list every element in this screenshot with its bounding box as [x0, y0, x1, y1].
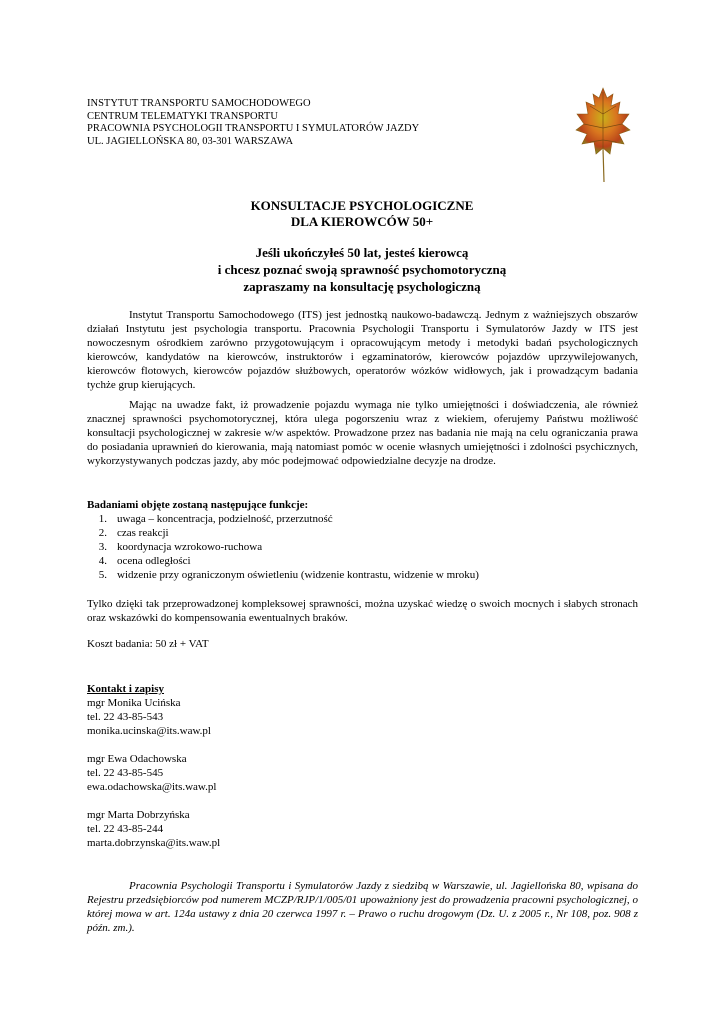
- subtitle-line-2: i chcesz poznać swoją sprawność psychomotoryczną: [217, 262, 507, 277]
- contact-email[interactable]: marta.dobrzynska@its.waw.pl: [87, 837, 221, 849]
- list-item: 3. koordynacja wzrokowo-ruchowa: [98, 541, 263, 553]
- subtitle-line-1: Jeśli ukończyłeś 50 lat, jesteś kierowcą: [255, 245, 469, 260]
- title-line-2: DLA KIEROWCÓW 50+: [290, 214, 434, 229]
- contact-name: mgr Monika Ucińska: [87, 697, 181, 709]
- consultation-paragraph: Mając na uwadze fakt, iż prowadzenie pojazdu wymaga nie tylko umiejętności i doświadczenia, ale również znacznej sprawności psychomotorycznej, która ulega pogorszeniu wraz z wiekiem, oferujemy Państwu możliwość konsultacji psychologicznej w zakresie w/w aspektów. Prowadzone przez nas badania nie mają na celu ograniczania prawa do posiadania uprawnień do kierowania, mają natomiast pomóc w ocenie własnych umiejętności i zdolności psychicznych, wykorzystywanych podczas jazdy, aby móc podejmować odpowiedzialne decyzje na drodze.: [87, 399, 638, 467]
- contact-section: [87, 682, 220, 864]
- header-line: PRACOWNIA PSYCHOLOGII TRANSPORTU I SYMULATORÓW JAZDY: [87, 123, 420, 134]
- contact-title: Kontakt i zapisy: [87, 683, 165, 695]
- title-line-1: KONSULTACJE PSYCHOLOGICZNE: [250, 198, 474, 213]
- contact-phone: tel. 22 43-85-244: [87, 823, 164, 835]
- summary-paragraph: Tylko dzięki tak przeprowadzonej kompleksowej sprawności, można uzyskać wiedzę o swoich mocnych i słabych stronach oraz wskazówki do kompensowania ewentualnych braków.: [87, 598, 638, 624]
- list-item: 2. czas reakcji: [98, 527, 169, 539]
- contact-phone: tel. 22 43-85-545: [87, 767, 164, 779]
- autumn-leaf-icon: [572, 84, 634, 184]
- intro-paragraph: Instytut Transportu Samochodowego (ITS) jest jednostką naukowo-badawczą. Jednym z ważniejszych obszarów działań Instytutu jest psychologia transportu. Pracownia Psychologii Transportu i Symulatorów Jazdy w ITS jest nowoczesnym ośrodkiem zarówno przygotowującym i opracowującym metody i metodyki badań psychologicznych kierowców, kandydatów na kierowców, instruktorów i egzaminatorów, kierowców pojazdów uprzywilejowanych, kierowców flotowych, kierowców pojazdów służbowych, operatorów wózków widłowych, jak i prowadzącym badania tychże grup kierujących.: [87, 309, 638, 391]
- legal-footer: Pracownia Psychologii Transportu i Symulatorów Jazdy z siedzibą w Warszawie, ul. Jagiellońska 80, wpisana do Rejestru przedsiębiorców pod numerem MCZP/RJP/1/005/01 upoważniony jest do prowadzenia pracowni psychologicznej, o której mowa w art. 124a ustawy z dnia 20 czerwca 1997 r. – Prawo o ruchu drogowym (Dz. U. z 2005 r., Nr 108, poz. 908 z późn. zm.).: [87, 880, 638, 934]
- contact-name: mgr Marta Dobrzyńska: [87, 809, 190, 821]
- contact-email[interactable]: ewa.odachowska@its.waw.pl: [87, 781, 217, 793]
- header-line: CENTRUM TELEMATYKI TRANSPORTU: [87, 110, 278, 122]
- institution-header: [87, 98, 419, 148]
- list-item: 1. uwaga – koncentracja, podzielność, przerzutność: [98, 513, 333, 525]
- cost-line: Koszt badania: 50 zł + VAT: [87, 638, 209, 650]
- contact-person: [87, 808, 220, 850]
- functions-list: [87, 512, 479, 582]
- header-line: UL. JAGIELLOŃSKA 80, 03-301 WARSZAWA: [87, 135, 294, 147]
- functions-heading: Badaniami objęte zostaną następujące funkcje:: [87, 499, 309, 511]
- list-item: 4. ocena odległości: [98, 555, 191, 567]
- contact-email[interactable]: monika.ucinska@its.waw.pl: [87, 725, 211, 737]
- main-title: [0, 198, 724, 230]
- list-item: 5. widzenie przy ograniczonym oświetleniu (widzenie kontrastu, widzenie w mroku): [98, 569, 479, 581]
- subtitle: [0, 244, 724, 295]
- subtitle-line-3: zapraszamy na konsultację psychologiczną: [243, 279, 481, 294]
- contact-person: [87, 752, 220, 794]
- contact-name: mgr Ewa Odachowska: [87, 753, 187, 765]
- contact-person: [87, 696, 220, 738]
- contact-phone: tel. 22 43-85-543: [87, 711, 164, 723]
- header-line: INSTYTUT TRANSPORTU SAMOCHODOWEGO: [87, 98, 311, 109]
